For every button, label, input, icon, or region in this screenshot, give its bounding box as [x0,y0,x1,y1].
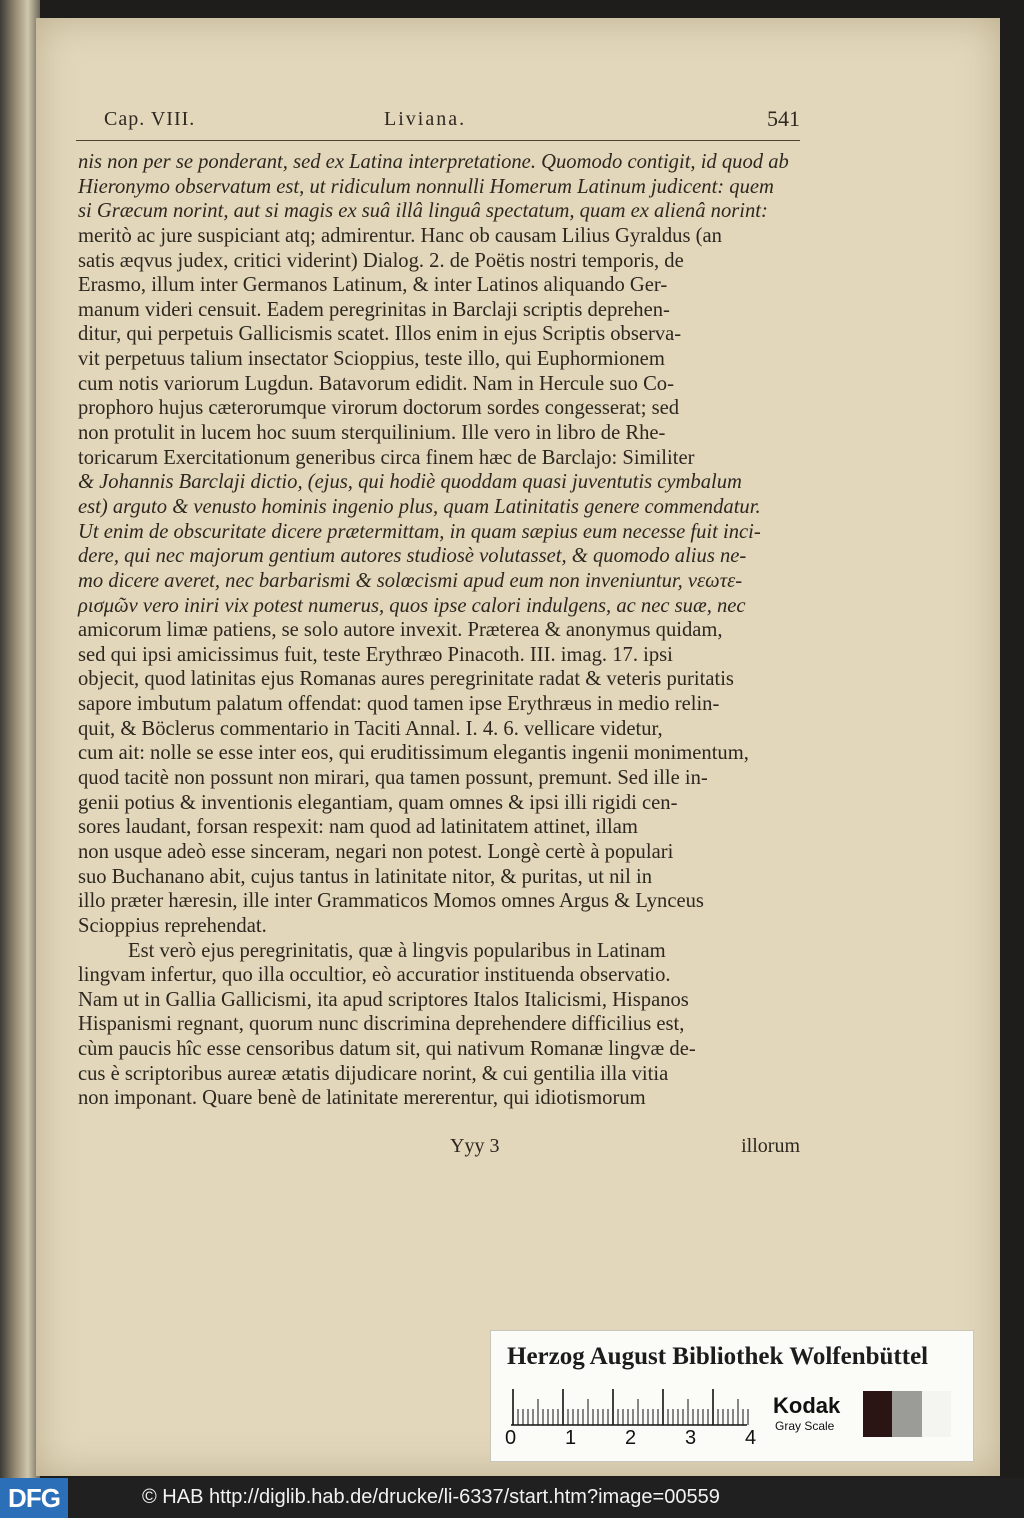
page-body-text [78,150,802,1111]
text-line: si Græcum norint, aut si magis ex suâ illâ linguâ spectatum, quam ex alienâ norint: [78,200,768,223]
gray-scale-label: Gray Scale [775,1419,835,1433]
scale-number: 0 [505,1427,517,1449]
text-line: cum ait: nolle se esse inter eos, qui eruditissimum elegantis ingenii monimentum, [78,742,749,765]
text-line: quod tacitè non possunt non mirari, qua tamen possunt, premunt. Sed ille in- [78,767,708,790]
text-line: satis æqvus judex, critici viderint) Dialog. 2. de Poëtis nostri temporis, de [78,249,684,272]
kodak-brand: Kodak [773,1393,841,1418]
chapter-label: Cap. VIII. [104,108,196,130]
text-line: mo dicere averet, nec barbarismi & solœcismi apud eum non inveniuntur, νεωτε- [78,569,743,592]
text-line: ρισμῶν vero iniri vix potest numerus, quos ipse calori indulgens, ac nec suæ, nec [78,594,746,617]
gray-swatch [863,1391,892,1437]
text-line: meritò ac jure suspiciant atq; admirentur. Hanc ob causam Lilius Gyraldus (an [78,224,722,247]
gray-swatch [892,1391,921,1437]
text-line: Scioppius reprehendat. [78,914,267,937]
text-line: Hieronymo observatum est, ut ridiculum nonnulli Homerum Latinum judicent: quem [78,175,774,198]
signature-mark: Yyy 3 [450,1135,500,1157]
library-color-card [490,1330,974,1462]
text-line: prophoro hujus cæterorumque virorum doctorum sordes congesserat; sed [78,397,680,420]
previous-page-edge [0,0,40,1478]
text-line: est) arguto & venusto hominis ingenio plus, quam Latinitatis genere commendatur. [78,495,761,518]
text-line: genii potius & inventionis elegantiam, quam omnes & ipsi illi rigidi cen- [78,791,678,814]
text-line: quit, & Böclerus commentario in Taciti Annal. I. 4. 6. vellicare videtur, [78,717,663,740]
text-line: nis non per se ponderant, sed ex Latina interpretatione. Quomodo contigit, id quod ab [78,151,789,173]
scale-numbers [499,1427,769,1453]
dfg-logo: DFG [0,1478,68,1518]
text-line: non usque adeò esse sinceram, negari non potest. Longè certè à populari [78,840,674,863]
text-line: ditur, qui perpetuis Gallicismis scatet. Illos enim in ejus Scriptis observa- [78,323,682,346]
copyright-link[interactable]: © HAB http://diglib.hab.de/drucke/li-6337/start.htm?image=00559 [142,1486,720,1508]
text-line: Nam ut in Gallia Gallicismi, ita apud scriptores Italos Italicismi, Hispanos [78,988,689,1011]
text-line: toricarum Exercitationum generibus circa finem hæc de Barclajo: Similiter [78,446,695,469]
text-line: Hispanismi regnant, quorum nunc discrimina deprehendere difficilius est, [78,1013,685,1036]
text-line: manum videri censuit. Eadem peregrinitas in Barclaji scriptis deprehen- [78,298,670,321]
text-line: objecit, quod latinitas ejus Romanas aures peregrinitate radat & veteris puritatis [78,668,734,691]
scale-number: 3 [685,1427,697,1449]
scale-number: 4 [745,1427,757,1449]
gray-swatch [922,1391,951,1437]
text-line: non protulit in lucem hoc suum sterquilinium. Ille vero in libro de Rhe- [78,422,666,445]
text-line: sed qui ipsi amicissimus fuit, teste Erythræo Pinacoth. III. imag. 17. ipsi [78,643,673,666]
text-line: & Johannis Barclaji dictio, (ejus, qui hodiè quoddam quasi juventutis cymbalum [78,471,742,494]
text-line: non imponant. Quare benè de latinitate mererentur, qui idiotismorum [78,1087,646,1110]
text-line: Erasmo, illum inter Germanos Latinum, & inter Latinos aliquando Ger- [78,274,668,297]
header-rule [76,140,800,141]
running-header [104,106,800,138]
text-line: dere, qui nec majorum gentium autores studiosè volutasset, & quomodo alius ne- [78,545,747,568]
text-line: sapore imbutum palatum offendat: quod tamen ipse Erythræus in medio relin- [78,693,720,716]
gray-swatches [863,1391,951,1437]
running-title: Liviana. [384,108,467,130]
scale-number: 2 [625,1427,637,1449]
text-line: cum notis variorum Lugdun. Batavorum edidit. Nam in Hercule suo Co- [78,372,674,395]
text-line: Est verò ejus peregrinitatis, quæ à lingvis popularibus in Latinam [128,939,666,962]
text-line: Ut enim de obscuritate dicere prætermittam, in quam sæpius eum necesse fuit inci- [78,520,761,543]
text-line: cus è scriptoribus aureæ ætatis dijudicare norint, & cui gentilia illa vitia [78,1062,669,1085]
text-line: illo præter hæresin, ille inter Grammaticos Momos omnes Argus & Lynceus [78,890,704,913]
text-line: vit perpetuus talium insectator Scioppius, teste illo, qui Euphormionem [78,348,665,371]
text-line: suo Buchanano abit, cujus tantus in latinitate nitor, & puritas, ut nil in [78,865,653,888]
scale-ruler [511,1387,751,1427]
library-name: Herzog August Bibliothek Wolfenbüttel [507,1343,929,1370]
scale-number: 1 [565,1427,577,1449]
text-line: sores laudant, forsan respexit: nam quod ad latinitatem attinet, illam [78,816,638,839]
text-line: amicorum limæ patiens, se solo autore invexit. Præterea & anonymus quidam, [78,619,723,642]
text-line: lingvam infertur, quo illa occultior, eò accuratior instituenda observatio. [78,964,671,987]
page-number: 541 [767,106,800,131]
catchword: illorum [741,1135,800,1157]
text-line: cùm paucis hîc esse censoribus datum sit, qui nativum Romanæ lingvæ de- [78,1038,696,1061]
page-footer [78,1135,800,1161]
